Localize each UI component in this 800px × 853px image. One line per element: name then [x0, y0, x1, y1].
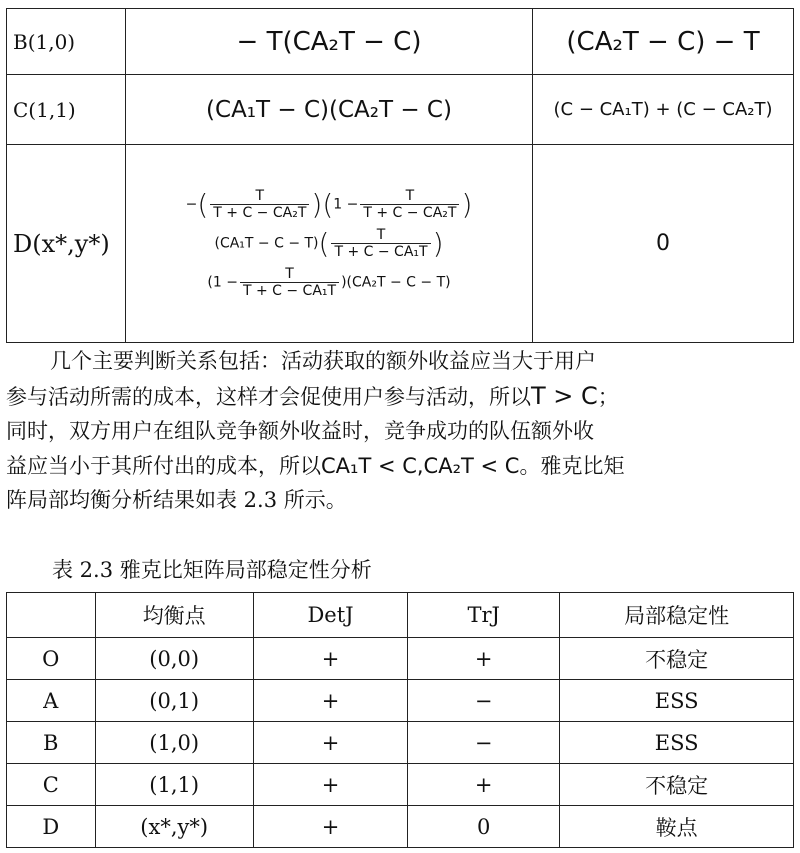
detj-line-3: (1 − $\frac{T}{\text{T + C − CA₁T}}$ )(CA₂T − C − T)	[207, 266, 451, 299]
jacobian-expression-table	[6, 8, 794, 343]
table-cell: A	[7, 680, 96, 722]
table-row	[7, 806, 794, 848]
inequality: CA₁T < C,CA₂T < C	[321, 453, 520, 478]
table-row	[7, 764, 794, 806]
table-cell: B	[7, 722, 96, 764]
header-cell: 均衡点	[95, 593, 253, 638]
header-cell: TrJ	[408, 593, 560, 638]
table-cell: (x*,y*)	[95, 806, 253, 848]
stability-table	[6, 592, 794, 848]
table-cell: O	[7, 638, 96, 680]
detj-line-1: −( $\frac{T}{\text{T + C − CA₂T}}$ )(1 − $\frac{T}{\text{T + C − CA₂T}}$ )	[185, 188, 473, 221]
table-row	[7, 722, 794, 764]
table-cell: ESS	[560, 680, 794, 722]
header-cell: DetJ	[253, 593, 407, 638]
detj-expression-d	[126, 145, 533, 343]
detj-expression: (CA₁T − C)(CA₂T − C)	[126, 75, 533, 145]
table-cell: 鞍点	[560, 806, 794, 848]
table-cell: C	[7, 764, 96, 806]
point-label: D(x*,y*)	[7, 145, 126, 343]
point-label: B(1,0)	[7, 9, 126, 75]
table-cell: (0,1)	[95, 680, 253, 722]
table-cell: −	[408, 680, 560, 722]
table-header-row	[7, 593, 794, 638]
table-cell: −	[408, 722, 560, 764]
header-cell	[7, 593, 96, 638]
table-cell: +	[253, 722, 407, 764]
trj-expression: 0	[533, 145, 794, 343]
table-row	[7, 680, 794, 722]
detj-line-2: (CA₁T − C − T)( $\frac{T}{\text{T + C − CA₁T}}$ )	[214, 227, 444, 260]
table-cell: 0	[408, 806, 560, 848]
inequality: T > C	[531, 381, 598, 410]
table-cell: ESS	[560, 722, 794, 764]
table-cell: +	[253, 806, 407, 848]
table-cell: 不稳定	[560, 764, 794, 806]
table-row	[7, 638, 794, 680]
header-cell: 局部稳定性	[560, 593, 794, 638]
detj-expression: − T(CA₂T − C)	[126, 9, 533, 75]
table-caption: 表 2.3 雅克比矩阵局部稳定性分析	[52, 558, 372, 582]
table-cell: (1,1)	[95, 764, 253, 806]
table-cell: 不稳定	[560, 638, 794, 680]
paragraph-line: 几个主要判断关系包括：活动获取的额外收益应当大于用户	[50, 349, 596, 373]
trj-expression: (C − CA₁T) + (C − CA₂T)	[533, 75, 794, 145]
paragraph-line: 同时，双方用户在组队竞争额外收益时，竞争成功的队伍额外收	[6, 419, 594, 443]
table-cell: +	[408, 638, 560, 680]
paragraph-line: 阵局部均衡分析结果如表 2.3 所示。	[6, 488, 347, 512]
table-cell: (0,0)	[95, 638, 253, 680]
table-cell: +	[253, 638, 407, 680]
paragraph-line: 参与活动所需的成本，这样才会促使用户参与活动，所以T > C；	[6, 381, 619, 410]
table-cell: (1,0)	[95, 722, 253, 764]
table-cell: D	[7, 806, 96, 848]
table-cell: +	[253, 680, 407, 722]
table-cell: +	[253, 764, 407, 806]
point-label: C(1,1)	[7, 75, 126, 145]
trj-expression: (CA₂T − C) − T	[533, 9, 794, 75]
paragraph-line: 益应当小于其所付出的成本，所以CA₁T < C,CA₂T < C。雅克比矩	[6, 453, 625, 478]
body-paragraph	[6, 344, 796, 518]
table-cell: +	[408, 764, 560, 806]
